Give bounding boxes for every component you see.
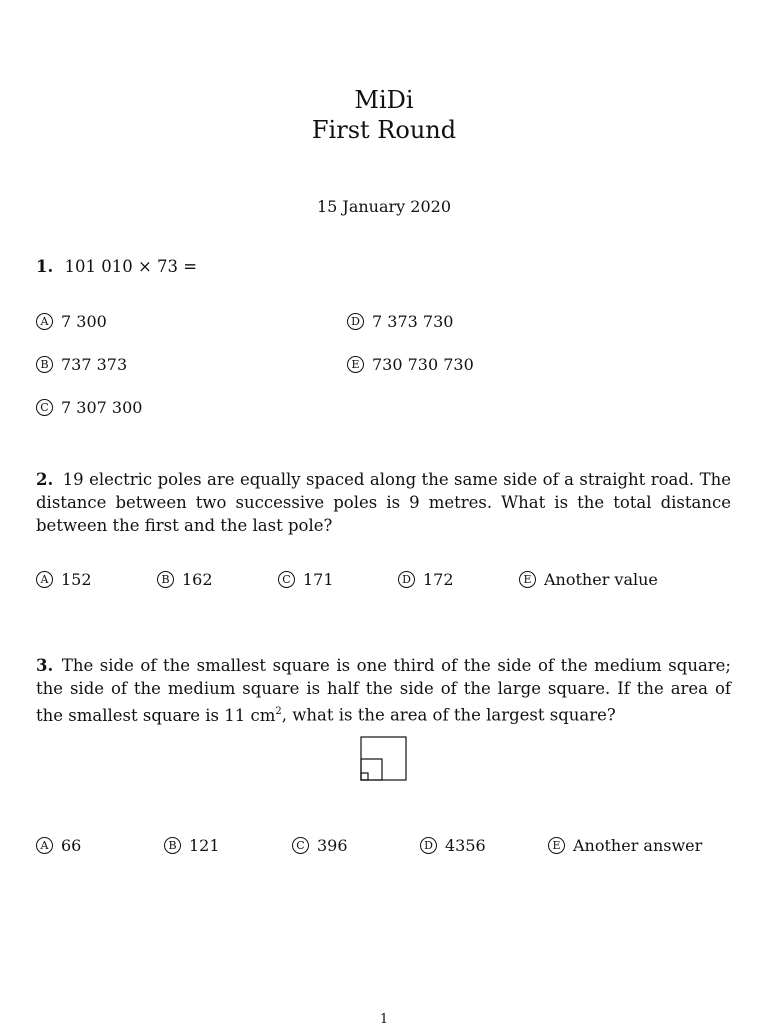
option-letter-circle: B <box>157 571 174 588</box>
option-value: 7 373 730 <box>372 312 454 331</box>
option-letter-circle: A <box>36 571 53 588</box>
q3-option-e[interactable] <box>548 836 702 855</box>
q1-option-a[interactable] <box>36 312 107 331</box>
option-value: 4356 <box>445 836 486 855</box>
option-value: 162 <box>182 570 213 589</box>
q2-option-b[interactable] <box>157 570 213 589</box>
medium-square <box>361 759 382 780</box>
q2-option-c[interactable] <box>278 570 334 589</box>
question-number: 3. <box>36 656 54 675</box>
question-number: 1. <box>36 257 54 276</box>
question-1 <box>36 255 197 278</box>
option-letter-circle: E <box>548 837 565 854</box>
option-letter-circle: C <box>36 399 53 416</box>
q2-option-e[interactable] <box>519 570 658 589</box>
page-number: 1 <box>379 1012 389 1027</box>
option-value: 396 <box>317 836 348 855</box>
option-letter-circle: D <box>420 837 437 854</box>
option-value: 121 <box>189 836 220 855</box>
q1-option-b[interactable] <box>36 355 127 374</box>
exam-round: First Round <box>311 116 457 144</box>
q3-option-a[interactable] <box>36 836 81 855</box>
option-letter-circle: D <box>398 571 415 588</box>
option-value: 152 <box>61 570 92 589</box>
exam-date: 15 January 2020 <box>316 197 452 216</box>
option-letter-circle: B <box>164 837 181 854</box>
option-letter-circle: C <box>292 837 309 854</box>
q3-option-c[interactable] <box>292 836 348 855</box>
exam-title: MiDi <box>354 86 414 114</box>
option-value: Another value <box>544 570 658 589</box>
small-square <box>361 773 368 780</box>
option-letter-circle: A <box>36 837 53 854</box>
option-value: 737 373 <box>61 355 128 374</box>
question-text-end: , what is the area of the largest square? <box>281 705 616 725</box>
option-value: 172 <box>423 570 454 589</box>
q3-option-b[interactable] <box>164 836 220 855</box>
question-number: 2. <box>36 470 54 489</box>
option-letter-circle: D <box>347 313 364 330</box>
q3-option-d[interactable] <box>420 836 486 855</box>
option-letter-circle: A <box>36 313 53 330</box>
question-2 <box>36 468 731 537</box>
q2-option-d[interactable] <box>398 570 454 589</box>
option-value: 7 300 <box>61 312 107 331</box>
question-text-superscript: 2 <box>275 706 282 717</box>
option-letter-circle: E <box>519 571 536 588</box>
question-text: 19 electric poles are equally spaced along the same side of a straight road. The distance between two successive poles is 9 metres. What is the total distance between the first and the last pole? <box>36 470 732 535</box>
question-3 <box>36 654 731 727</box>
option-value: 730 730 730 <box>372 355 474 374</box>
q2-option-a[interactable] <box>36 570 92 589</box>
option-value: 66 <box>61 836 82 855</box>
option-letter-circle: E <box>347 356 364 373</box>
option-value: 171 <box>303 570 334 589</box>
option-letter-circle: C <box>278 571 295 588</box>
q1-option-e[interactable] <box>347 355 474 374</box>
q1-option-d[interactable] <box>347 312 453 331</box>
nested-squares-diagram <box>360 736 408 782</box>
option-value: Another answer <box>573 836 703 855</box>
option-letter-circle: B <box>36 356 53 373</box>
option-value: 7 307 300 <box>61 398 143 417</box>
q1-option-c[interactable] <box>36 398 142 417</box>
question-text: 101 010 × 73 = <box>64 257 198 276</box>
question-text: The side of the smallest square is one third of the side of the medium square; the side of the medium square is half the side of the large square. If the area of the smallest square is 11 cm <box>36 656 731 725</box>
